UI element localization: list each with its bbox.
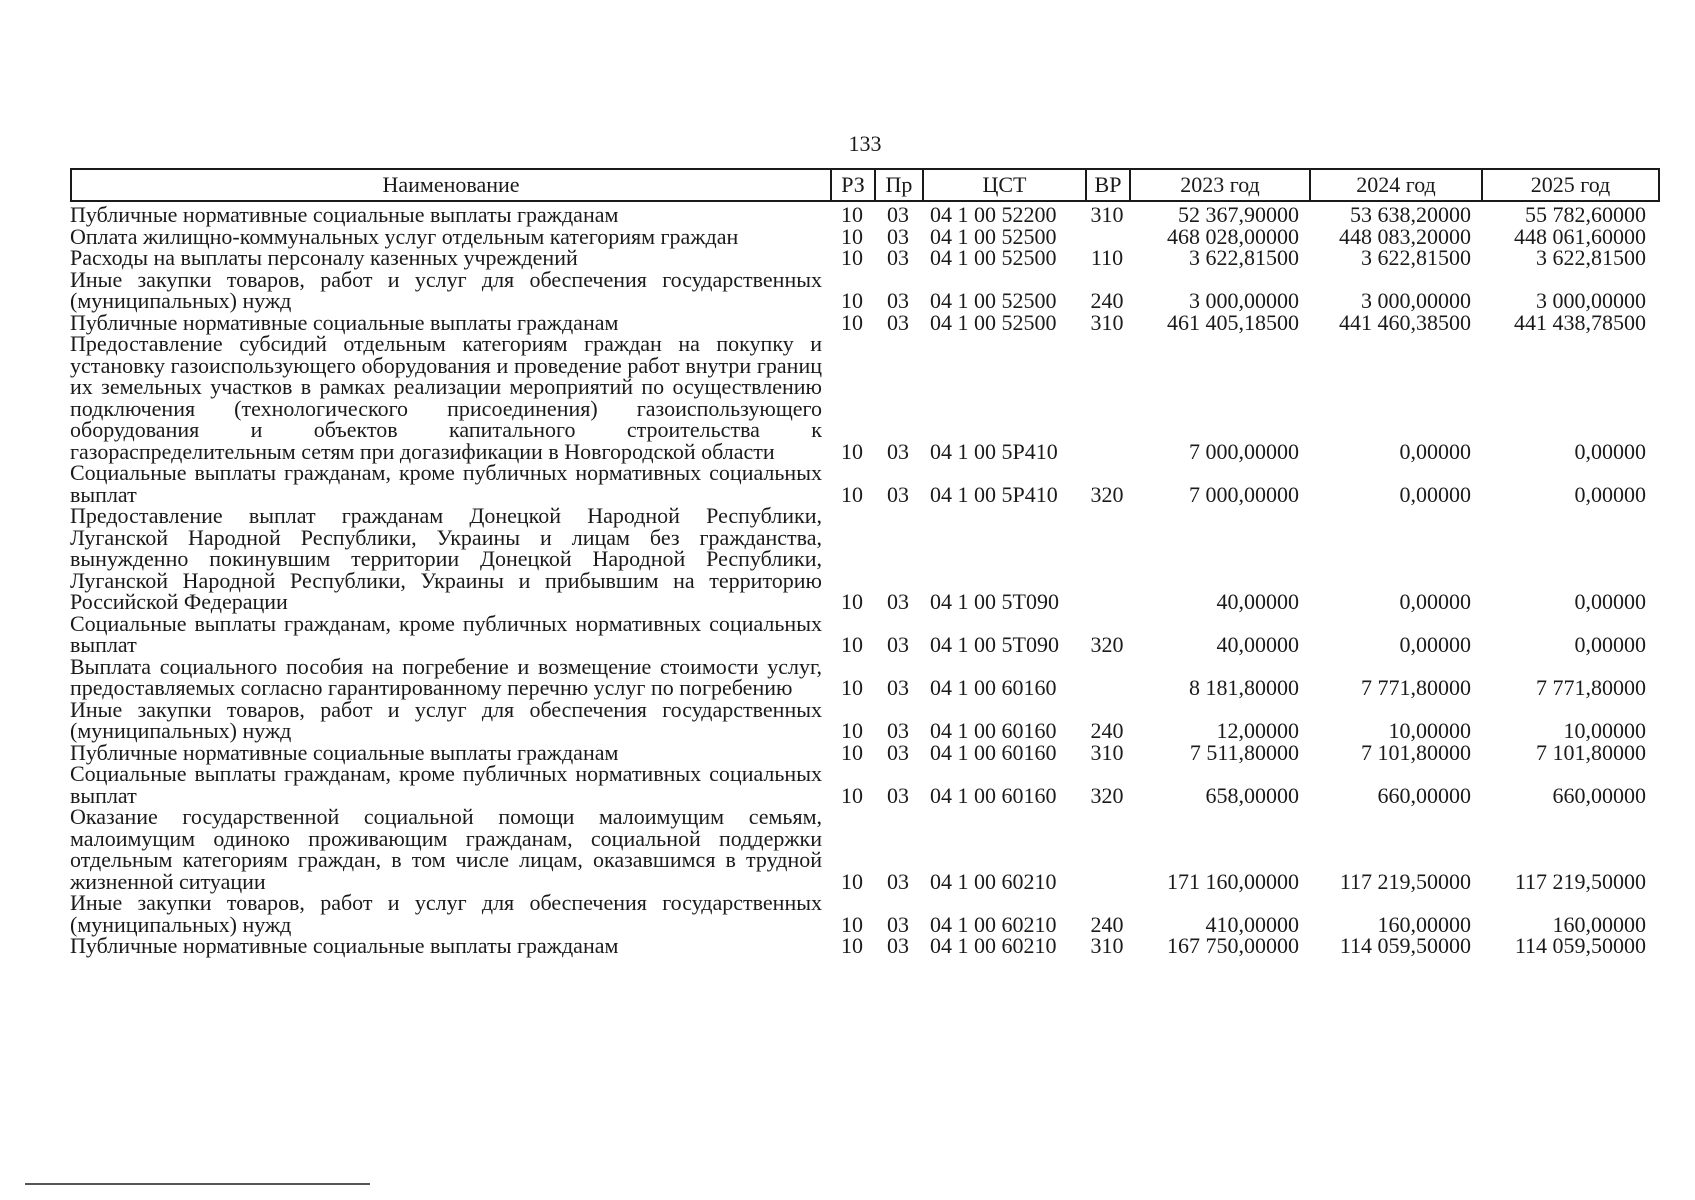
row-amount-2025: 114 059,50000 [1514, 933, 1646, 958]
row-cst: 04 1 00 60210 [930, 911, 1057, 937]
row-cst: 04 1 00 60210 [930, 933, 1057, 958]
row-pr: 03 [887, 782, 909, 808]
row-name: Социальные выплаты гражданам, кроме публичных нормативных социальных выплат [70, 610, 822, 657]
row-name: Социальные выплаты гражданам, кроме публичных нормативных социальных выплат [70, 460, 822, 507]
table-row [70, 462, 1660, 505]
row-amount-2025: 3 622,81500 [1536, 245, 1646, 270]
row-amount-2024: 7 771,80000 [1361, 675, 1471, 700]
row-amount-2024: 7 101,80000 [1361, 739, 1471, 765]
row-pr: 03 [887, 675, 909, 700]
row-vr: 240 [1090, 718, 1124, 743]
row-rz: 10 [841, 309, 863, 335]
row-vr: 240 [1090, 288, 1124, 313]
row-pr: 03 [887, 223, 909, 249]
row-name: Оплата жилищно-коммунальных услуг отдельным категориям граждан [70, 223, 739, 249]
row-amount-2023: 7 000,00000 [1189, 481, 1299, 507]
row-cst: 04 1 00 60160 [930, 675, 1057, 700]
row-amount-2023: 40,00000 [1216, 632, 1299, 657]
row-name: Социальные выплаты гражданам, кроме публичных нормативных социальных выплат [70, 761, 822, 808]
row-amount-2024: 448 083,20000 [1339, 223, 1471, 249]
row-vr: 320 [1090, 481, 1124, 507]
row-name: Иные закупки товаров, работ и услуг для обеспечения государственных (муниципальных) нужд [70, 266, 822, 313]
row-amount-2023: 3 000,00000 [1189, 288, 1299, 313]
page-number: 133 [848, 131, 882, 156]
header-name: Наименование [72, 170, 832, 200]
row-cst: 04 1 00 52500 [930, 309, 1057, 335]
row-pr: 03 [887, 632, 909, 657]
row-amount-2025: 7 771,80000 [1536, 675, 1646, 700]
row-cst: 04 1 00 5Р410 [930, 481, 1058, 507]
header-2025: 2025 год [1530, 172, 1611, 197]
row-name: Публичные нормативные социальные выплаты гражданам [70, 202, 619, 227]
row-rz: 10 [841, 223, 863, 249]
table-row [70, 739, 1660, 765]
row-amount-2024: 117 219,50000 [1339, 868, 1471, 894]
row-amount-2025: 7 101,80000 [1536, 739, 1646, 765]
row-pr: 03 [887, 438, 909, 464]
table-header [70, 168, 1660, 202]
row-name: Публичные нормативные социальные выплаты гражданам [70, 933, 619, 958]
row-rz: 10 [841, 438, 863, 464]
row-amount-2024: 3 622,81500 [1361, 245, 1471, 270]
row-amount-2025: 160,00000 [1552, 911, 1646, 937]
row-amount-2023: 461 405,18500 [1167, 309, 1299, 335]
row-amount-2023: 167 750,00000 [1167, 933, 1299, 958]
row-pr: 03 [887, 288, 909, 313]
row-cst: 04 1 00 60160 [930, 718, 1057, 743]
row-rz: 10 [841, 245, 863, 270]
row-amount-2023: 8 181,80000 [1189, 675, 1299, 700]
row-amount-2024: 0,00000 [1399, 481, 1471, 507]
row-amount-2024: 114 059,50000 [1339, 933, 1471, 958]
row-name: Предоставление субсидий отдельным категориям граждан на покупку и установку газоиспользующего оборудования и проведение работ внутри границ их земельных участков в рамках реализации мероприятий по осуществлению подключения (технологического присоединения) газоиспользующего оборудования и объектов капитального строительства к газораспределительным сетям при догазификации в Новгородской области [70, 331, 822, 464]
row-rz: 10 [841, 911, 863, 937]
row-vr: 320 [1090, 632, 1124, 657]
row-cst: 04 1 00 60160 [930, 782, 1057, 808]
header-cst: ЦСТ [924, 170, 1087, 200]
row-amount-2024: 160,00000 [1377, 911, 1471, 937]
row-amount-2024: 53 638,20000 [1350, 202, 1471, 227]
row-amount-2023: 468 028,00000 [1167, 223, 1299, 249]
row-vr: 320 [1090, 782, 1124, 808]
row-amount-2024: 0,00000 [1399, 589, 1471, 614]
row-amount-2025: 441 438,78500 [1514, 309, 1646, 335]
row-cst: 04 1 00 60160 [930, 739, 1057, 765]
row-name: Оказание государственной социальной помощи малоимущим семьям, малоимущим одиноко проживающим гражданам, социальной поддержки отдельным категориям граждан, в том числе лицам, оказавшимся в трудной жизненной ситуации [70, 804, 822, 894]
header-vr: ВР [1087, 170, 1131, 200]
row-amount-2025: 0,00000 [1574, 632, 1646, 657]
table-row [70, 935, 1660, 957]
row-name: Иные закупки товаров, работ и услуг для обеспечения государственных (муниципальных) нужд [70, 696, 822, 743]
row-rz: 10 [841, 202, 863, 227]
table-row [70, 806, 1660, 892]
row-amount-2025: 55 782,60000 [1525, 202, 1646, 227]
row-amount-2024: 0,00000 [1399, 438, 1471, 464]
header-pr: Пр [876, 170, 924, 200]
row-amount-2025: 117 219,50000 [1514, 868, 1646, 894]
row-amount-2023: 40,00000 [1216, 589, 1299, 614]
row-amount-2025: 660,00000 [1552, 782, 1646, 808]
table-row [70, 610, 1660, 657]
row-vr: 310 [1090, 933, 1124, 958]
row-amount-2023: 410,00000 [1205, 911, 1299, 937]
row-rz: 10 [841, 782, 863, 808]
footer-rule [25, 1183, 370, 1185]
row-amount-2023: 52 367,90000 [1178, 202, 1299, 227]
row-pr: 03 [887, 739, 909, 765]
row-pr: 03 [887, 589, 909, 614]
row-amount-2025: 0,00000 [1574, 481, 1646, 507]
row-name: Предоставление выплат гражданам Донецкой Народной Республики, Луганской Народной Республики, Украины и лицам без гражданства, вынужденно покинувшим территории Донецкой Народной Республики, Луганской Народной Республики, Украины и прибывшим на территорию Российской Федерации [70, 503, 822, 614]
table-row [70, 653, 1660, 700]
table-row [70, 223, 1660, 249]
row-rz: 10 [841, 632, 863, 657]
row-cst: 04 1 00 52200 [930, 202, 1057, 227]
row-amount-2025: 3 000,00000 [1536, 288, 1646, 313]
row-vr: 110 [1090, 245, 1124, 270]
table-row [70, 309, 1660, 335]
row-amount-2023: 171 160,00000 [1167, 868, 1299, 894]
row-rz: 10 [841, 933, 863, 958]
row-pr: 03 [887, 245, 909, 270]
row-amount-2025: 448 061,60000 [1514, 223, 1646, 249]
row-cst: 04 1 00 52500 [930, 245, 1057, 270]
row-amount-2023: 7 000,00000 [1189, 438, 1299, 464]
row-amount-2024: 660,00000 [1377, 782, 1471, 808]
row-vr: 310 [1090, 202, 1124, 227]
table-row [70, 505, 1660, 613]
row-vr: 310 [1090, 309, 1124, 335]
table-row [70, 266, 1660, 313]
header-rz: РЗ [832, 170, 876, 200]
row-amount-2024: 441 460,38500 [1339, 309, 1471, 335]
row-pr: 03 [887, 911, 909, 937]
table-row [70, 892, 1660, 935]
table-row [70, 763, 1660, 806]
row-pr: 03 [887, 718, 909, 743]
row-cst: 04 1 00 5Т090 [930, 589, 1059, 614]
row-cst: 04 1 00 5Т090 [930, 632, 1059, 657]
row-name: Расходы на выплаты персоналу казенных учреждений [70, 245, 578, 270]
row-amount-2023: 7 511,80000 [1189, 739, 1299, 765]
row-name: Публичные нормативные социальные выплаты гражданам [70, 739, 619, 765]
row-pr: 03 [887, 933, 909, 958]
table-row [70, 247, 1660, 269]
row-amount-2024: 3 000,00000 [1361, 288, 1471, 313]
row-vr: 240 [1090, 911, 1124, 937]
row-amount-2025: 0,00000 [1574, 438, 1646, 464]
row-pr: 03 [887, 309, 909, 335]
row-amount-2024: 10,00000 [1388, 718, 1471, 743]
row-amount-2023: 12,00000 [1216, 718, 1299, 743]
row-cst: 04 1 00 52500 [930, 288, 1057, 313]
row-cst: 04 1 00 52500 [930, 223, 1057, 249]
budget-table [70, 168, 1660, 957]
row-cst: 04 1 00 5Р410 [930, 438, 1058, 464]
header-2024: 2024 год [1311, 170, 1483, 200]
row-name: Выплата социального пособия на погребение и возмещение стоимости услуг, предоставляемых согласно гарантированному перечню услуг по погребению [70, 653, 822, 700]
row-pr: 03 [887, 868, 909, 894]
row-rz: 10 [841, 589, 863, 614]
table-row [70, 204, 1660, 226]
row-name: Публичные нормативные социальные выплаты гражданам [70, 309, 619, 335]
row-amount-2023: 3 622,81500 [1189, 245, 1299, 270]
row-pr: 03 [887, 202, 909, 227]
row-amount-2025: 10,00000 [1563, 718, 1646, 743]
table-body [70, 204, 1660, 957]
row-rz: 10 [841, 868, 863, 894]
row-rz: 10 [841, 288, 863, 313]
table-row [70, 696, 1660, 743]
row-rz: 10 [841, 718, 863, 743]
row-rz: 10 [841, 675, 863, 700]
row-cst: 04 1 00 60210 [930, 868, 1057, 894]
row-rz: 10 [841, 481, 863, 507]
row-vr: 310 [1090, 739, 1124, 765]
row-rz: 10 [841, 739, 863, 765]
table-row [70, 333, 1660, 462]
row-amount-2024: 0,00000 [1399, 632, 1471, 657]
header-2023: 2023 год [1131, 170, 1311, 200]
row-pr: 03 [887, 481, 909, 507]
row-amount-2025: 0,00000 [1574, 589, 1646, 614]
row-amount-2023: 658,00000 [1205, 782, 1299, 808]
row-name: Иные закупки товаров, работ и услуг для обеспечения государственных (муниципальных) нужд [70, 890, 822, 937]
